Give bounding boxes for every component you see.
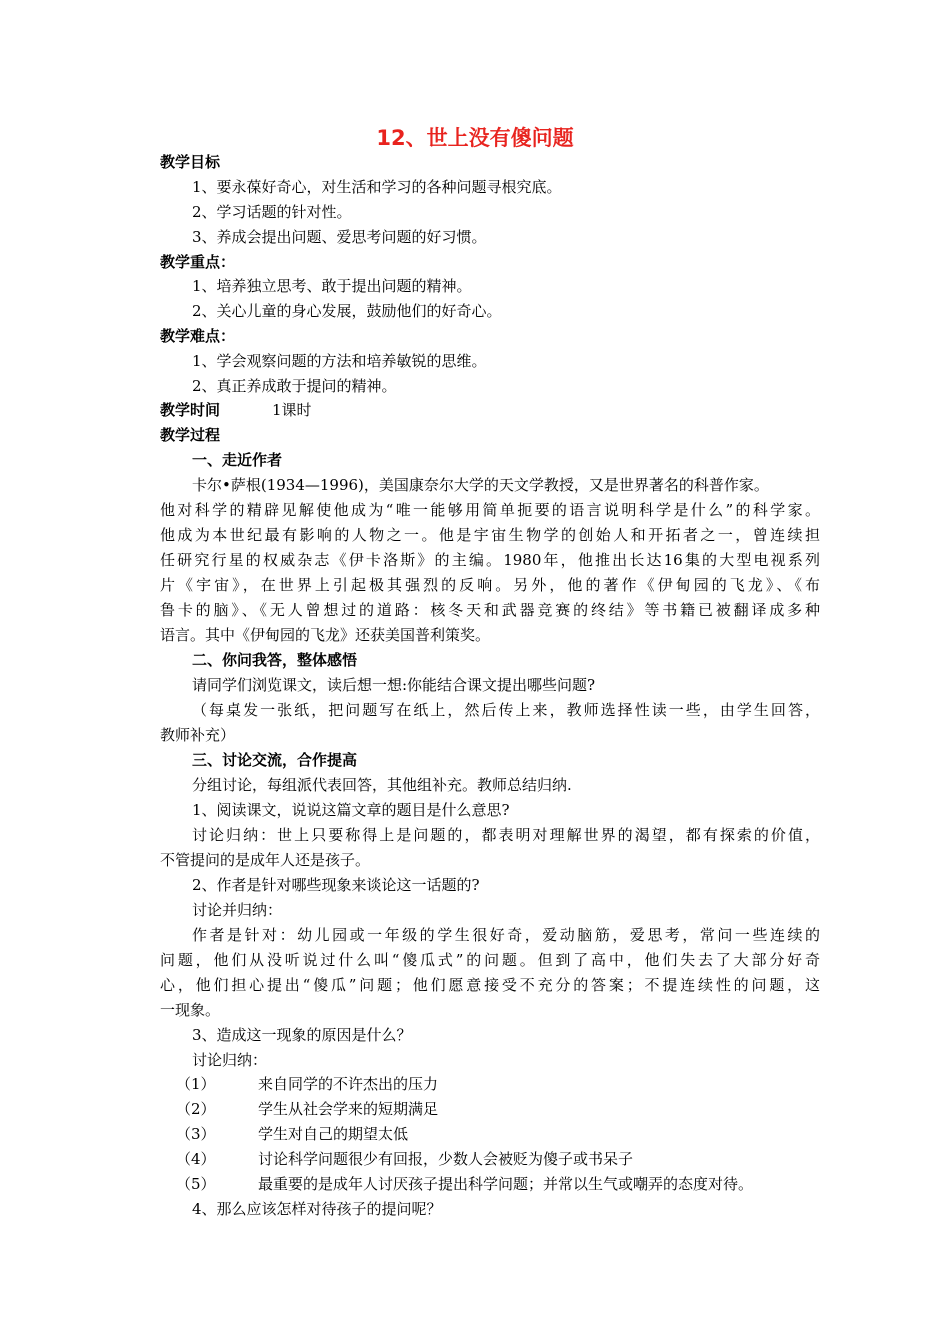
paragraph-line: 鲁卡的脑》、《无人曾想过的道路：核冬天和武器竞赛的终结》等书籍已被翻译成多种 [160, 601, 820, 619]
difficulty-item: 1、学会观察问题的方法和培养敏锐的思维。 [192, 352, 487, 370]
part2-heading: 二、你问我答，整体感悟 [192, 651, 358, 669]
time-value: 1课时 [272, 401, 312, 419]
paragraph-line: 讨论归纳：世上只要称得上是问题的，都表明对理解世界的渴望，都有探索的价值， [192, 826, 820, 844]
list-item-number: （3） [176, 1125, 216, 1143]
key-points-heading: 教学重点： [160, 253, 236, 271]
question-line: 2、作者是针对哪些现象来谈论这一话题的? [192, 876, 480, 894]
goal-item: 1、要永葆好奇心，对生活和学习的各种问题寻根究底。 [192, 178, 562, 196]
list-item [176, 1124, 820, 1144]
paragraph-line: 问题，他们从没听说过什么叫“傻瓜式”的问题。但到了高中，他们失去了大部分好奇 [160, 951, 820, 969]
list-item [176, 1099, 820, 1119]
paragraph-line: 不管提问的是成年人还是孩子。 [160, 851, 371, 869]
list-item-number: （2） [176, 1100, 216, 1118]
paragraph-line: 他对科学的精辟见解使他成为“唯一能够用简单扼要的语言说明科学是什么”的科学家。 [160, 501, 820, 519]
list-item-text: 学生从社会学来的短期满足 [258, 1100, 439, 1118]
list-item-number: （5） [176, 1175, 216, 1193]
difficulty-item: 2、真正养成敢于提问的精神。 [192, 377, 397, 395]
paragraph-line: 片《宇宙》，在世界上引起极其强烈的反响。另外，他的著作《伊甸园的飞龙》、《布 [160, 576, 820, 594]
difficulties-heading: 教学难点： [160, 327, 236, 345]
list-item-text: 讨论科学问题很少有回报，少数人会被贬为傻子或书呆子 [258, 1150, 634, 1168]
list-item-text: 来自同学的不许杰出的压力 [258, 1075, 439, 1093]
goal-item: 2、学习话题的针对性。 [192, 203, 352, 221]
list-item [176, 1174, 820, 1194]
part1-heading: 一、走近作者 [192, 451, 283, 469]
process-heading: 教学过程 [160, 426, 221, 444]
list-item [176, 1074, 820, 1094]
paragraph-line: 心，他们担心提出“傻瓜”问题；他们愿意接受不充分的答案；不提连续性的问题，这 [160, 976, 820, 994]
part3-heading: 三、讨论交流，合作提高 [192, 751, 358, 769]
question-line: 3、造成这一现象的原因是什么？ [192, 1026, 412, 1044]
list-item-text: 最重要的是成年人讨厌孩子提出科学问题；并常以生气或嘲弄的态度对待。 [258, 1175, 754, 1193]
key-point-item: 2、关心儿童的身心发展，鼓励他们的好奇心。 [192, 302, 502, 320]
list-item-number: （1） [176, 1075, 216, 1093]
paragraph-line: 任研究行星的权威杂志《伊卡洛斯》的主编。1980年，他推出长达16集的大型电视系列 [160, 551, 820, 569]
paragraph-line: 他成为本世纪最有影响的人物之一。他是宇宙生物学的创始人和开拓者之一，曾连续担 [160, 526, 820, 544]
question-line: 1、阅读课文，说说这篇文章的题目是什么意思? [192, 801, 510, 819]
paragraph-line: 语言。其中《伊甸园的飞龙》还获美国普利策奖。 [160, 626, 491, 644]
goals-heading: 教学目标 [160, 153, 221, 171]
paragraph-line: 一现象。 [160, 1001, 221, 1019]
list-item-text: 学生对自己的期望太低 [258, 1125, 409, 1143]
paragraph-line: 讨论归纳： [192, 1051, 268, 1069]
paragraph-line: （每桌发一张纸，把问题写在纸上，然后传上来，教师选择性读一些，由学生回答， [192, 701, 820, 719]
page-title: 12、世上没有傻问题 [376, 126, 574, 150]
paragraph-line: 作者是针对：幼儿园或一年级的学生很好奇，爱动脑筋，爱思考，常问一些连续的 [192, 926, 820, 944]
list-item [176, 1149, 820, 1169]
list-item-number: （4） [176, 1150, 216, 1168]
time-row [160, 400, 820, 420]
goal-item: 3、养成会提出问题、爱思考问题的好习惯。 [192, 228, 487, 246]
key-point-item: 1、培养独立思考、敢于提出问题的精神。 [192, 277, 472, 295]
paragraph-line: 讨论并归纳： [192, 901, 283, 919]
paragraph-line: 卡尔•萨根(1934—1996)，美国康奈尔大学的天文学教授，又是世界著名的科普作家。 [192, 476, 769, 494]
question-line: 4、那么应该怎样对待孩子的提问呢？ [192, 1200, 442, 1218]
paragraph-line: 请同学们浏览课文，读后想一想:你能结合课文提出哪些问题? [192, 676, 596, 694]
time-heading: 教学时间 [160, 401, 221, 419]
paragraph-line: 教师补充） [160, 726, 236, 744]
paragraph-line: 分组讨论，每组派代表回答，其他组补充。教师总结归纳. [192, 776, 572, 794]
